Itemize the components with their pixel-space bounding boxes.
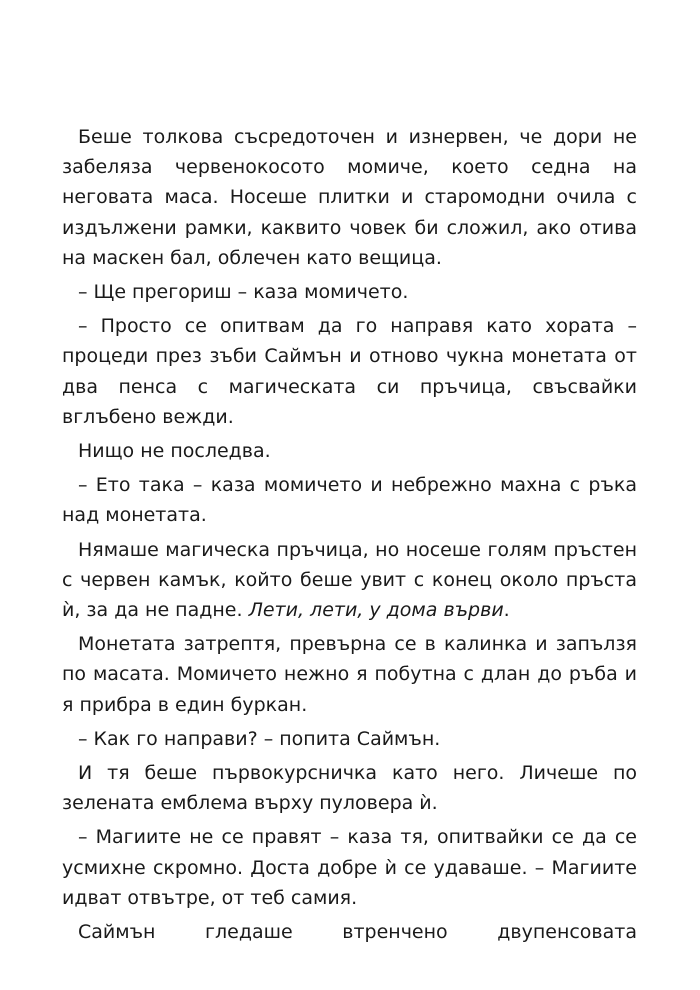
paragraph: Монетата затрептя, превърна се в калинка и запълзя по масата. Момичето нежно я побутна с длан до ръба и я прибра в един буркан. <box>62 633 637 716</box>
dialogue-line: – Ето така – каза момичето и небрежно махна с ръка над монетата. <box>62 474 637 527</box>
paragraph: Саймън гледаше втренчено двупенсовата <box>78 921 637 944</box>
italic-spell-text: Лети, лети, у дома върви <box>248 599 504 622</box>
paragraph: Беше толкова съсредоточен и изнервен, че дори не забеляза червенокосото момиче, което седна на неговата маса. Носеше плитки и старомодни очила с издължени рамки, каквито човек би сложил, ако отива на маскен бал, облечен като вещица. <box>62 126 637 269</box>
paragraph: И тя беше първокурсничка като него. Личеше по зелената емблема върху пуловера ѝ. <box>62 762 637 815</box>
paragraph-end: . <box>503 599 510 622</box>
dialogue-line: – Магиите не се правят – каза тя, опитвайки се да се усмихне скромно. Доста добре ѝ се удаваше. – Магиите идват отвътре, от теб самия. <box>62 826 637 909</box>
dialogue-line: – Ще прегориш – каза момичето. <box>78 281 409 304</box>
dialogue-line: – Просто се опитвам да го направя като хората – процеди през зъби Саймън и отново чукна монетата от два пенса с магическата си пръчица, свъсвайки вглъбено вежди. <box>62 315 637 428</box>
paragraph <box>62 535 637 626</box>
dialogue-line: – Как го направи? – попита Саймън. <box>78 727 441 750</box>
body-text <box>62 122 637 947</box>
paragraph: Нищо не последва. <box>78 440 271 463</box>
paragraph-text: Нямаше магическа пръчица, но носеше голям пръстен с червен камък, който беше увит с конец около пръста ѝ, за да не падне. <box>62 538 637 622</box>
